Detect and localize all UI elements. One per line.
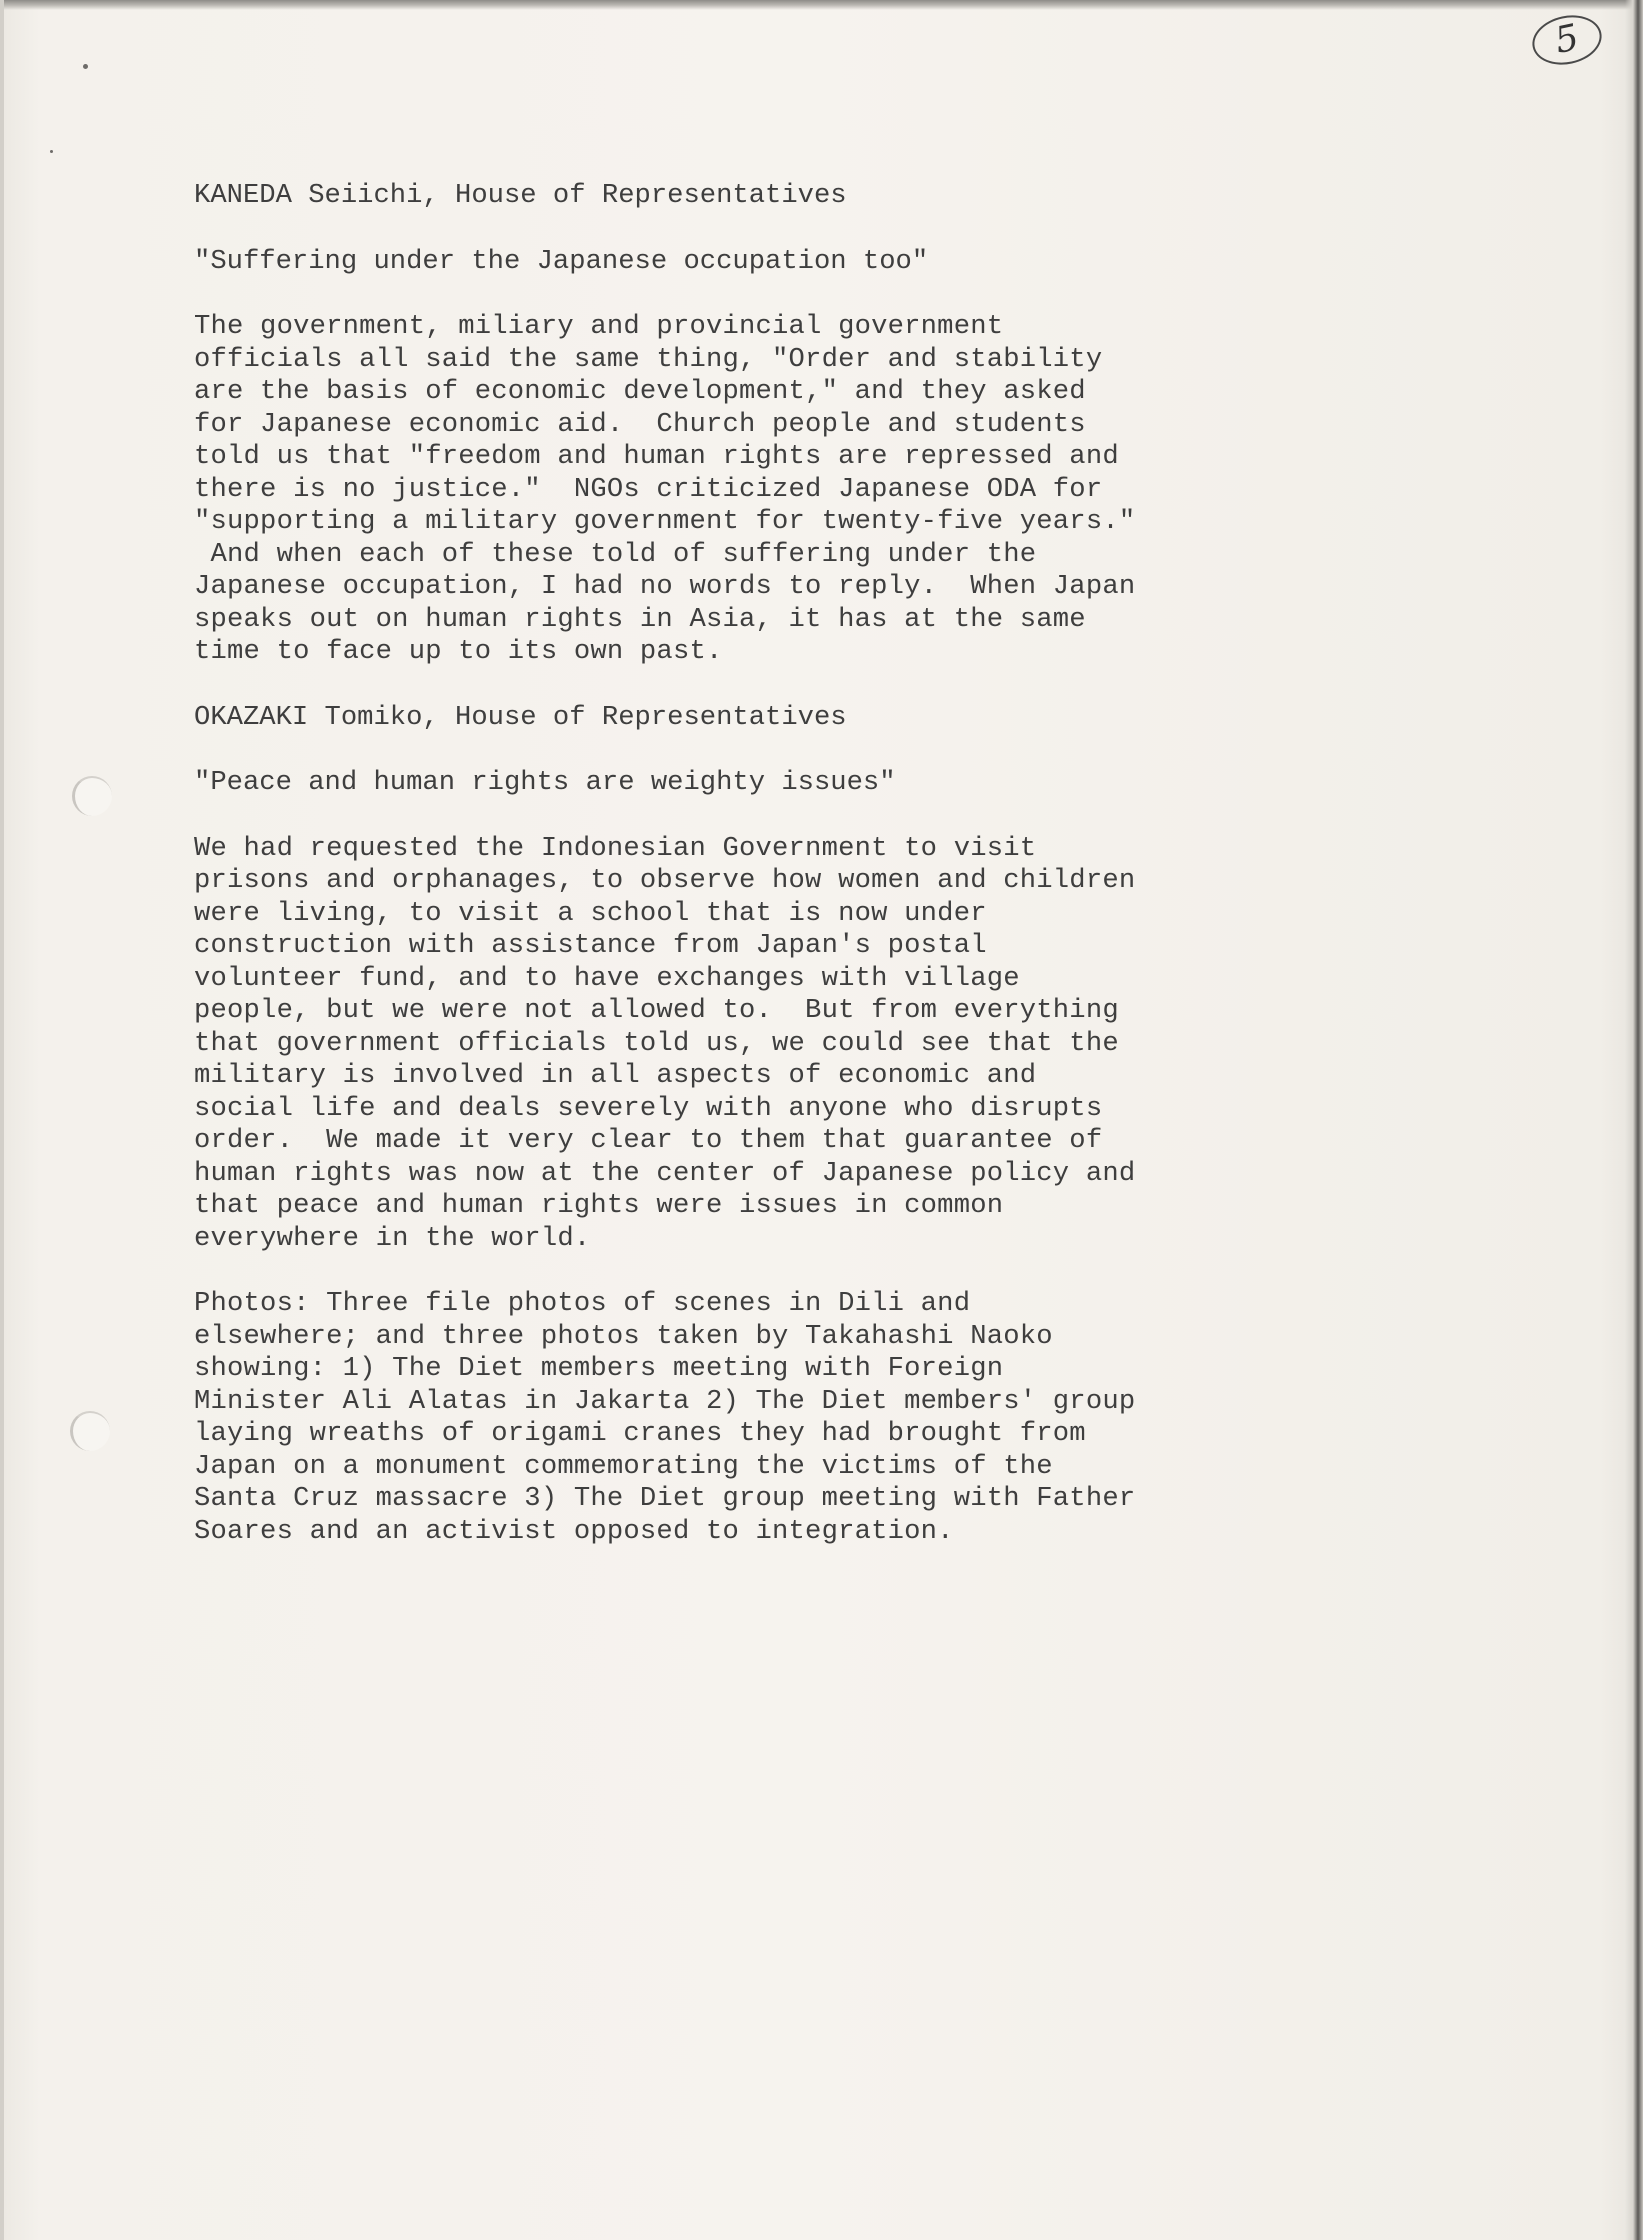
paragraph-line: there is no justice." NGOs criticized Japanese ODA for — [194, 473, 1103, 505]
caption-line: Minister Ali Alatas in Jakarta 2) The Diet members' group — [194, 1385, 1136, 1417]
document-body — [194, 180, 1374, 1548]
paragraph-line: We had requested the Indonesian Government to visit — [194, 832, 1037, 864]
caption-line: Soares and an activist opposed to integration. — [194, 1515, 954, 1547]
caption-line: Japan on a monument commemorating the victims of the — [194, 1450, 1053, 1482]
paragraph-line: officials all said the same thing, "Order and stability — [194, 343, 1103, 375]
paragraph-line: speaks out on human rights in Asia, it has at the same — [194, 603, 1086, 635]
handwritten-page-number: 5 — [1528, 9, 1606, 71]
section-title: "Peace and human rights are weighty issues" — [194, 767, 896, 798]
paragraph-line: And when each of these told of suffering under the — [194, 538, 1037, 570]
paragraph-line: The government, miliary and provincial government — [194, 311, 1004, 342]
caption-line: elsewhere; and three photos taken by Takahashi Naoko — [194, 1320, 1053, 1352]
page-right-edge — [1625, 0, 1643, 2240]
paragraph-line: Japanese occupation, I had no words to reply. When Japan — [194, 571, 1136, 602]
paragraph-line: that peace and human rights were issues in common — [194, 1190, 1004, 1221]
section-author: KANEDA Seiichi, House of Representatives — [194, 180, 847, 211]
section-author: OKAZAKI Tomiko, House of Representatives — [194, 701, 847, 733]
paragraph-line: for Japanese economic aid. Church people and students — [194, 408, 1086, 440]
paper-speck — [83, 64, 88, 69]
paragraph-line: told us that "freedom and human rights are repressed and — [194, 441, 1119, 472]
paragraph-line: military is involved in all aspects of economic and — [194, 1060, 1037, 1091]
caption-line: Photos: Three file photos of scenes in Dili and — [194, 1288, 971, 1319]
section-paragraph — [194, 833, 1374, 1256]
section-okazaki — [194, 702, 1374, 1256]
paragraph-line: that government officials told us, we could see that the — [194, 1027, 1119, 1059]
paragraph-line: human rights was now at the center of Japanese policy and — [194, 1157, 1136, 1189]
photos-caption — [194, 1288, 1374, 1548]
paragraph-line: people, but we were not allowed to. But from everything — [194, 995, 1119, 1026]
punch-hole — [72, 776, 112, 816]
page-top-edge — [0, 0, 1643, 10]
section-title: "Suffering under the Japanese occupation too" — [194, 245, 929, 277]
paper-speck — [50, 150, 53, 153]
caption-line: Santa Cruz massacre 3) The Diet group meeting with Father — [194, 1483, 1136, 1514]
paragraph-line: everywhere in the world. — [194, 1222, 591, 1254]
paragraph-line: order. We made it very clear to them that guarantee of — [194, 1125, 1103, 1156]
paragraph-line: "supporting a military government for twenty-five years." — [194, 506, 1136, 537]
paragraph-line: social life and deals severely with anyone who disrupts — [194, 1092, 1103, 1124]
paragraph-line: were living, to visit a school that is now under — [194, 897, 987, 929]
paragraph-line: are the basis of economic development," and they asked — [194, 376, 1086, 407]
paragraph-line: prisons and orphanages, to observe how women and children — [194, 865, 1136, 896]
caption-line: laying wreaths of origami cranes they had brought from — [194, 1418, 1086, 1449]
page-left-edge — [0, 0, 4, 2240]
section-kaneda — [194, 180, 1374, 669]
paragraph-line: time to face up to its own past. — [194, 636, 723, 667]
paragraph-line: construction with assistance from Japan's postal — [194, 930, 987, 961]
paragraph-line: volunteer fund, and to have exchanges with village — [194, 962, 1020, 994]
caption-line: showing: 1) The Diet members meeting with Foreign — [194, 1353, 1004, 1384]
punch-hole — [70, 1411, 110, 1451]
section-paragraph — [194, 311, 1374, 669]
